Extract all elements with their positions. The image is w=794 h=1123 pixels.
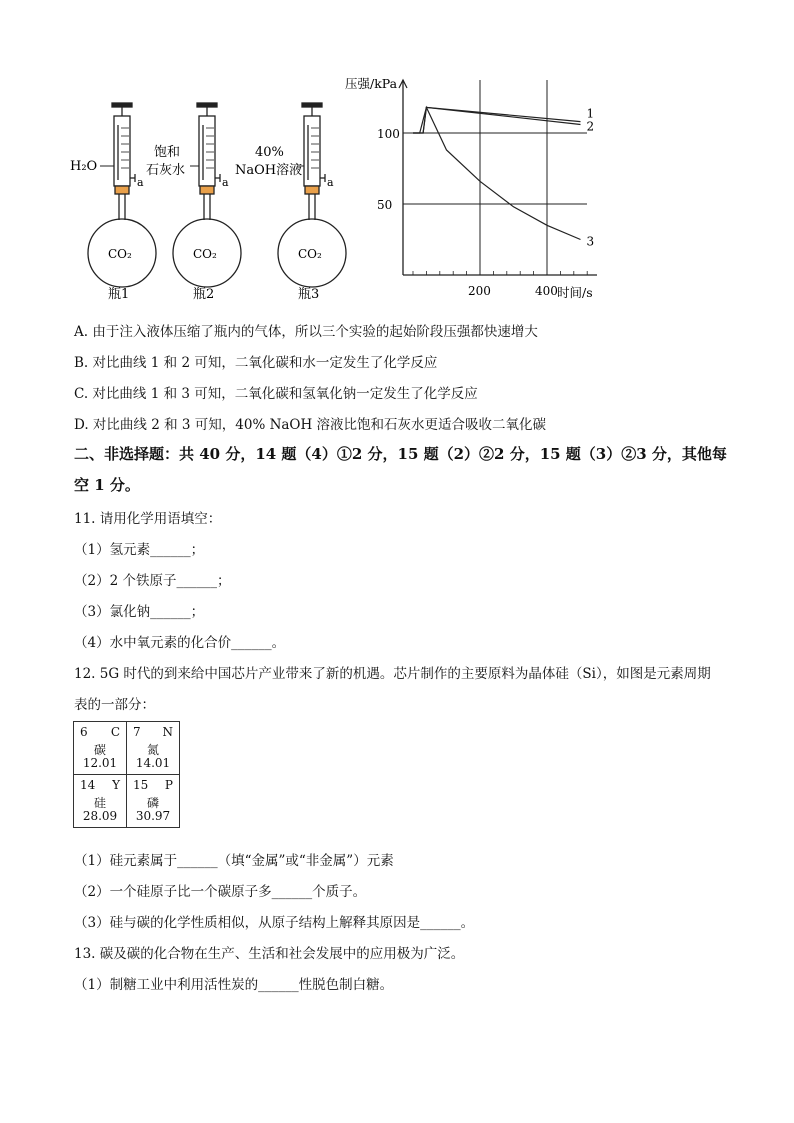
atomic-number: 6 xyxy=(80,725,88,739)
element-symbol: N xyxy=(162,725,173,739)
q12-stem-line1: 12. 5G 时代的到来给中国芯片产业带来了新的机遇。芯片制作的主要原料为晶体硅（Si），如图是元素周期 xyxy=(74,666,711,682)
element-symbol: P xyxy=(164,778,173,792)
syringe-cap xyxy=(112,103,132,107)
bottle-1 xyxy=(70,103,156,302)
periodic-table-fragment xyxy=(73,721,180,828)
q11-item-2: （2）2 个铁原子______； xyxy=(74,573,231,589)
bottle-1-label: 瓶1 xyxy=(108,287,130,302)
q12-item-1: （1）硅元素属于______（填“金属”或“非金属”）元素 xyxy=(74,853,394,869)
option-a: A. 由于注入液体压缩了瓶内的气体，所以三个实验的起始阶段压强都快速增大 xyxy=(74,324,538,340)
q11-item-3: （3）氯化钠______； xyxy=(74,604,205,620)
series-3-label: 3 xyxy=(586,234,595,249)
element-name: 碳 xyxy=(93,743,106,757)
section-heading-line2: 空 1 分。 xyxy=(74,476,140,494)
x-tick-label: 200 xyxy=(468,284,491,298)
q13-stem: 13. 碳及碳的化合物在生产、生活和社会发展中的应用极为广泛。 xyxy=(74,946,465,962)
bottle-3-valve: a xyxy=(327,176,334,189)
q12-item-2: （2）一个硅原子比一个碳原子多______个质子。 xyxy=(74,884,367,900)
element-symbol: C xyxy=(110,725,120,739)
y-tick-label: 50 xyxy=(377,198,393,212)
bottle-1-reagent: H₂O xyxy=(70,159,98,174)
bottle-2 xyxy=(146,103,241,302)
option-c: C. 对比曲线 1 和 3 可知，二氧化碳和氢氧化钠一定发生了化学反应 xyxy=(74,386,478,402)
atomic-mass: 14.01 xyxy=(135,756,171,770)
bottle-2-label: 瓶2 xyxy=(193,287,215,302)
q11-stem: 11. 请用化学用语填空： xyxy=(74,511,222,527)
q11-item-1: （1）氢元素______； xyxy=(74,542,205,558)
atomic-mass: 28.09 xyxy=(82,809,118,823)
series-3-line xyxy=(413,107,581,239)
y-axis-label: 压强/kPa xyxy=(345,76,398,91)
bottle-2-reagent-line2: 石灰水 xyxy=(146,163,186,178)
atomic-number: 14 xyxy=(80,778,96,792)
option-b: B. 对比曲线 1 和 2 可知，二氧化碳和水一定发生了化学反应 xyxy=(74,355,438,371)
bottle-3-gas: CO₂ xyxy=(298,247,322,261)
experiment-figure xyxy=(55,70,615,310)
element-cell xyxy=(127,722,179,774)
bottle-3-reagent-line2: NaOH溶液 xyxy=(235,163,303,178)
q12-stem-line2: 表的一部分： xyxy=(74,697,155,713)
bottle-1-gas: CO₂ xyxy=(108,247,132,261)
series-1-line xyxy=(413,107,581,133)
bottle-2-reagent-line1: 饱和 xyxy=(154,145,181,160)
bottle-1-valve: a xyxy=(137,176,144,189)
y-tick-label: 100 xyxy=(377,127,400,141)
bottle-3-reagent-line1: 40% xyxy=(255,145,284,160)
q13-item-1: （1）制糖工业中利用活性炭的______性脱色制白糖。 xyxy=(74,977,394,993)
atomic-number: 15 xyxy=(133,778,149,792)
q11-item-4: （4）水中氧元素的化合价______。 xyxy=(74,635,286,651)
element-cell xyxy=(74,775,126,827)
bottle-2-valve: a xyxy=(222,176,229,189)
series-2-line xyxy=(413,107,581,133)
element-cell xyxy=(127,775,179,827)
figure-svg xyxy=(55,70,615,310)
section-heading-line1: 二、非选择题：共 40 分，14 题（4）①2 分，15 题（2）②2 分，15 题（3）②3 分，其他每 xyxy=(74,445,727,463)
element-name: 氮 xyxy=(146,743,159,757)
bottle-3-label: 瓶3 xyxy=(298,287,320,302)
element-name: 磷 xyxy=(146,796,159,810)
option-d: D. 对比曲线 2 和 3 可知，40% NaOH 溶液比饱和石灰水更适合吸收二氧化碳 xyxy=(74,417,547,433)
element-symbol: Y xyxy=(112,778,120,792)
x-axis-label: 时间/s xyxy=(557,285,593,300)
bottle-3 xyxy=(235,103,346,302)
stopper xyxy=(115,186,129,194)
pressure-chart xyxy=(345,76,597,300)
q12-item-3: （3）硅与碳的化学性质相似，从原子结构上解释其原因是______。 xyxy=(74,915,475,931)
bottle-2-gas: CO₂ xyxy=(193,247,217,261)
atomic-number: 7 xyxy=(133,725,141,739)
series-2-label: 2 xyxy=(586,119,595,134)
x-tick-label: 400 xyxy=(535,284,558,298)
element-name: 硅 xyxy=(93,796,106,810)
atomic-mass: 12.01 xyxy=(82,756,118,770)
element-cell xyxy=(74,722,126,774)
atomic-mass: 30.97 xyxy=(135,809,171,823)
series-1-label: 1 xyxy=(586,106,595,121)
